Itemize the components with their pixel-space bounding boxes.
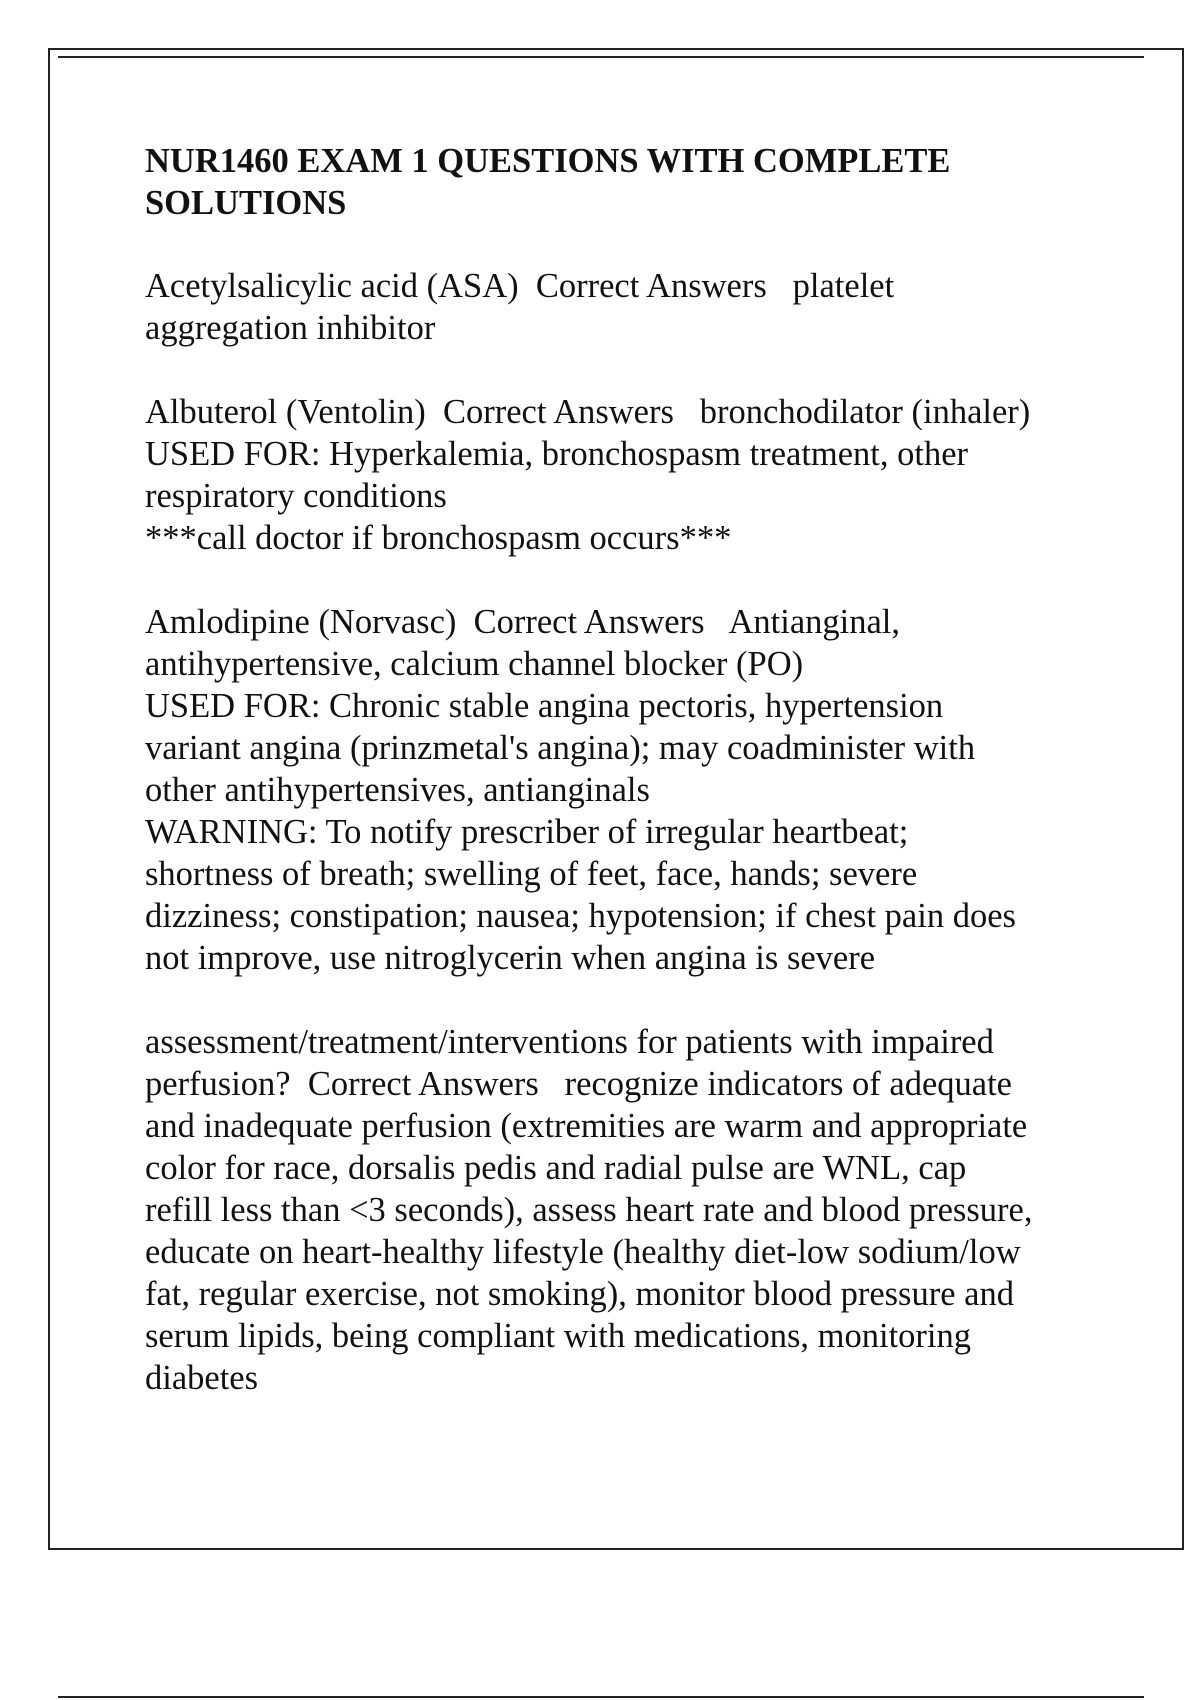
entry-line: Albuterol (Ventolin) Correct Answers bronchodilator (inhaler)	[145, 393, 1031, 431]
entry-impaired-perfusion	[145, 1021, 1145, 1399]
entry-line: USED FOR: Chronic stable angina pectoris, hypertension	[145, 687, 944, 725]
entry-line: refill less than <3 seconds), assess heart rate and blood pressure,	[145, 1191, 1033, 1229]
entry-line: WARNING: To notify prescriber of irregular heartbeat;	[145, 813, 909, 851]
entry-line: serum lipids, being compliant with medications, monitoring	[145, 1317, 971, 1355]
entry-line: educate on heart-healthy lifestyle (healthy diet-low sodium/low	[145, 1233, 1021, 1271]
entry-line: not improve, use nitroglycerin when angina is severe	[145, 939, 876, 977]
entry-line: antihypertensive, calcium channel blocker (PO)	[145, 645, 804, 683]
entry-line: assessment/treatment/interventions for patients with impaired	[145, 1023, 994, 1061]
entry-line: dizziness; constipation; nausea; hypotension; if chest pain does	[145, 897, 1016, 935]
entry-line: USED FOR: Hyperkalemia, bronchospasm treatment, other	[145, 435, 969, 473]
entry-line: Amlodipine (Norvasc) Correct Answers Antianginal,	[145, 603, 901, 641]
entry-albuterol	[145, 391, 1145, 559]
entry-line: respiratory conditions	[145, 477, 447, 515]
entry-line: Acetylsalicylic acid (ASA) Correct Answers platelet	[145, 267, 895, 305]
entry-line: shortness of breath; swelling of feet, face, hands; severe	[145, 855, 918, 893]
entry-acetylsalicylic-acid	[145, 265, 1145, 349]
entry-amlodipine	[145, 601, 1145, 979]
top-divider	[58, 56, 1144, 58]
document-body	[145, 140, 1145, 1441]
entry-line: diabetes	[145, 1359, 259, 1397]
entry-line: perfusion? Correct Answers recognize indicators of adequate	[145, 1065, 1012, 1103]
bottom-divider	[58, 1696, 1144, 1698]
entry-line: aggregation inhibitor	[145, 309, 436, 347]
entry-line: color for race, dorsalis pedis and radial pulse are WNL, cap	[145, 1149, 967, 1187]
document-title: NUR1460 EXAM 1 QUESTIONS WITH COMPLETE SOLUTIONS	[145, 142, 951, 222]
entry-line: ***call doctor if bronchospasm occurs***	[145, 519, 732, 557]
entry-line: other antihypertensives, antianginals	[145, 771, 650, 809]
entry-line: fat, regular exercise, not smoking), monitor blood pressure and	[145, 1275, 1014, 1313]
entry-line: and inadequate perfusion (extremities are warm and appropriate	[145, 1107, 1028, 1145]
entry-line: variant angina (prinzmetal's angina); may coadminister with	[145, 729, 976, 767]
